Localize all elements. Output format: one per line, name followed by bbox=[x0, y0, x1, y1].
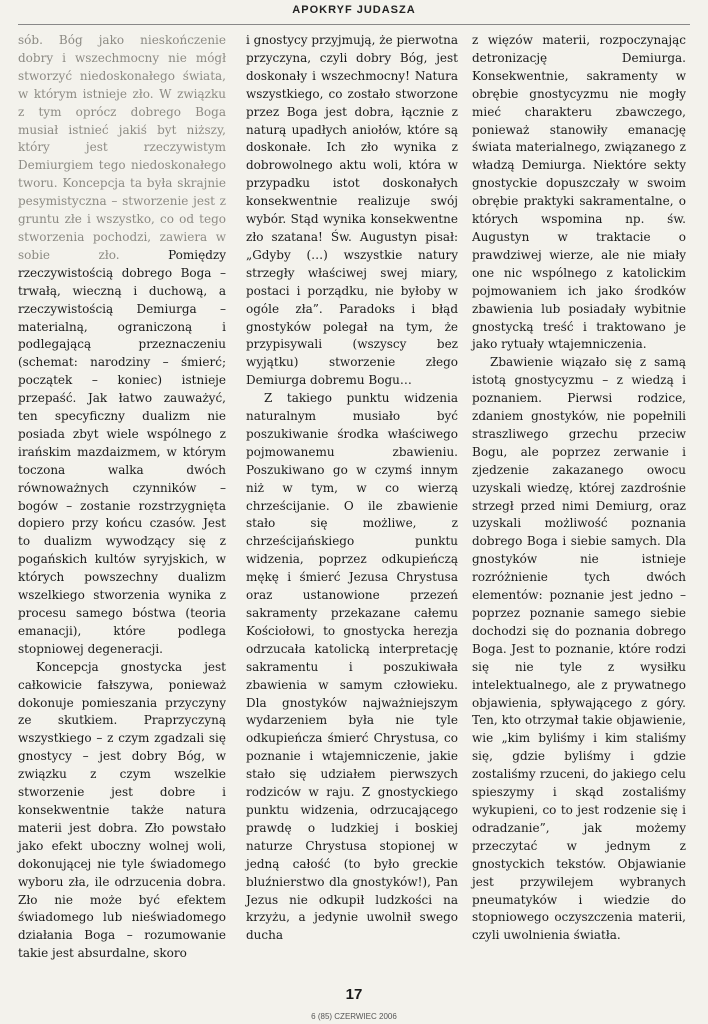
header-rule bbox=[18, 24, 690, 25]
paragraph-text: Pomiędzy rzeczywistością dobrego Boga – trwałą, wieczną i duchową, a rzeczywistością Demiurga – materialną, ograniczoną i podlegającą przeznaczeniu (schemat: narodziny – śmierć; początek – koniec) istnieje przepaść. Jak łatwo zauważyć, ten specyficzny dualizm nie posiada zbyt wiele wspólnego z irańskim mazdaizmem, w którym toczona walka dwóch równoważnych czynników – bogów – zostanie rozstrzygnięta dopiero przy końcu czasów. Jest to dualizm wywodzący się z pogańskich kultów syryjskich, w których powszechny dualizm wszelkiego stworzenia wynika z procesu samego bóstwa (teoria emanacji), które podlega stopniowej degeneracji. bbox=[18, 247, 226, 656]
paragraph: z więzów materii, rozpoczynając detronizację Demiurga. Konsekwentnie, sakramenty w obrębie gnostycyzmu nie mogły mieć charakteru zbawczego, ponieważ stanowiły emanację świata materialnego, związanego z władzą Demiurga. Niektóre sekty gnostyckie dopuszczały w swoim obrębie praktyki sakramentalne, o których wspomina np. św. Augustyn w traktacie o prawdziwej wierze, ale nie miały one nic wspólnego z katolickim pojmowaniem ich jako środków zbawienia lub posiadały wybitnie gnostycką treść i traktowano je jako rytuały wtajemniczenia. bbox=[472, 33, 686, 352]
paragraph: Z takiego punktu widzenia naturalnym musiało być poszukiwanie środka właściwego pojmowanemu zbawieniu. Poszukiwano go w czymś innym niż w tym, w co wierzą chrześcijanie. O ile zbawienie stało się możliwe, z chrześcijańskiego punktu widzenia, poprzez odkupieńczą mękę i śmierć Jezusa Chrystusa oraz ustanowione przezeń sakramenty przekazane całemu Kościołowi, to gnostycka herezja odrzucała katolicką interpretację sakramentu i poszukiwała zbawienia w samym człowieku. Dla gnostyków najważniejszym wydarzeniem była nie tyle odkupieńcza śmierć Chrystusa, co poznanie i wtajemniczenie, jakie stało się udziałem pierwszych rodziców w raju. Z gnostyckiego punktu widzenia, odrzucającego prawdę o ludzkiej i boskiej naturze Chrystusa stopionej w jedną całość (to było greckie bluźnierstwo dla gnostyków!), Pan Jezus nie odkupił ludzkości na krzyżu, a jedynie uwolnił swego ducha bbox=[246, 391, 458, 943]
paragraph bbox=[18, 32, 226, 659]
page-number: 17 bbox=[345, 986, 363, 1003]
paragraph: i gnostycy przyjmują, że pierwotna przyczyna, czyli dobry Bóg, jest doskonały i wszechmocny! Natura wszystkiego, co zostało stworzone przez Boga jest dobra, łącznie z naturą upadłych aniołów, które są doskonałe. Ich zło wynika z dobrowolnego aktu woli, która w przypadku istot doskonałych konsekwentnie realizuje swój wybór. Stąd wynika konsekwentne zło szatana! Św. Augustyn pisał: „Gdyby (…) wszystkie natury strzegły właściwej swej miary, postaci i porządku, nie byłoby w ogóle zła”. Paradoks i błąd gnostyków polegał na tym, że przypisywali (wszyscy bez wyjątku) stworzenie złego Demiurga dobremu Bogu… bbox=[246, 33, 459, 388]
text-column-2 bbox=[246, 32, 458, 945]
text-column-3 bbox=[472, 32, 686, 945]
running-header: APOKRYF JUDASZA bbox=[292, 4, 416, 16]
paragraph: Koncepcja gnostycka jest całkowicie fałszywa, ponieważ dokonuje pomieszania przyczyny ze skutkiem. Praprzyczyną wszystkiego – z czym zgadzali się gnostycy – jest dobry Bóg, w związku z czym wszelkie stworzenie jest dobre i konsekwentnie także natura materii jest dobra. Zło powstało jako efekt uboczny wolnej woli, dokonującej nie tyle świadomego wyboru zła, ile odrzucenia dobra. Zło nie może być efektem świadomego lub nieświadomego działania Boga – rozumowanie takie jest absurdalne, skoro bbox=[18, 659, 226, 961]
issue-footer: 6 (85) CZERWIEC 2006 bbox=[311, 1012, 397, 1021]
paragraph: Zbawienie wiązało się z samą istotą gnostycyzmu – z wiedzą i poznaniem. Pierwsi rodzice, zdaniem gnostyków, nie popełnili straszliwego grzechu przeciw Bogu, ale poprzez zerwanie i zjedzenie zakazanego owocu uzyskali wiedzę, której zazdrośnie strzegł przed nimi Demiurg, oraz uzyskali możliwość poznania dobrego Boga i siebie samych. Dla gnostyków nie istnieje rozróżnienie tych dwóch elementów: poznanie jest jedno – poprzez poznanie samego siebie dochodzi się do poznania dobrego Boga. Jest to poznanie, które rodzi się nie tyle z wysiłku intelektualnego, ale z prywatnego objawienia, spływającego z góry. Ten, kto otrzymał takie objawienie, wie „kim byliśmy i kim staliśmy się, gdzie byliśmy i gdzie zostaliśmy rzuceni, do jakiego celu spieszymy i skąd zostaliśmy wykupieni, co to jest rodzenie się i odradzanie”, jak możemy przeczytać w jednym z gnostyckich tekstów. Objawianie jest przywilejem wybranych pneumatyków i wiedzie do stopniowego oczyszczenia materii, czyli uwolnienia światła. bbox=[472, 355, 686, 943]
faded-text: sób. Bóg jako nieskończenie dobry i wszechmocny nie mógł stworzyć niedoskonałego świata, w którym istnieje zło. W związku z tym oprócz dobrego Boga musiał istnieć jakiś byt niższy, który jest rzeczywistym Demiurgiem tego niedoskonałego tworu. Koncepcja ta była skrajnie pesymistyczna – stworzenie jest z gruntu złe i wszystko, co od tego stworzenia pochodzi, zawiera w sobie zło. bbox=[18, 33, 226, 262]
text-column-1 bbox=[18, 32, 226, 963]
